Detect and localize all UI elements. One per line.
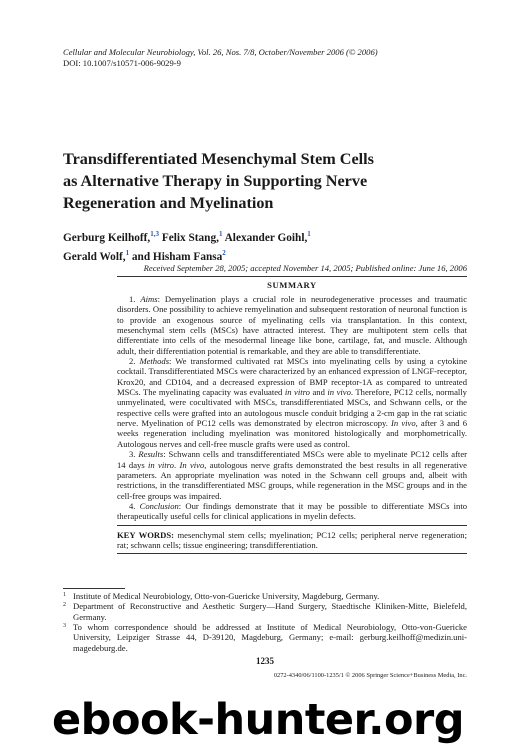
journal-header [63,47,463,69]
paragraph-text: . Therefore, PC12 cells, normally unmyelinated, were cocultivated with MSCs, transdifferentiated MSCs, and Schwann cells, or the respective cells were grafted into an autologous muscle conduit bridging a 2-cm gap in the rat sciatic nerve. Myelination of PC12 cells was demonstrated by electron microscopy. [117,387,467,429]
footnote-rule [63,588,125,589]
footnote-number: 3 [63,623,66,630]
paragraph-text: : Demyelination plays a crucial role in neurodegenerative processes and traumatic disorders. One possibility to achieve remyelination and subsequent restoration of neuronal function is to provide an exogenous source of myelinating cells via transplantation. In this context, mesenchymal stem cells (MSCs) have attracted interest. They are multipotent stem cells that differentiate into cells of the mesodermal lineage like bone, cartilage, fat, and muscle. Although adult, their differentiation potential is remarkable, and they are able to transdifferentiate. [117,294,468,356]
summary-paragraph-conclusion: 4. Conclusion: Our findings demonstrate that it may be possible to differentiate MSCs into therapeutically useful cells for clinical applications in myelin defects. [117,500,468,522]
summary-heading: SUMMARY [267,280,317,290]
footnote-item [63,591,467,601]
paragraph-text: : Schwann cells and transdifferentiated MSCs were able to myelinate PC12 cells after 14 days [117,449,467,470]
paragraph-label: Aims [140,294,158,304]
keywords-block [117,530,467,551]
footnote-item [63,622,467,653]
article-title [63,148,463,214]
author-name: and Hisham Fansa [131,250,223,263]
author-name: Felix Stang, [161,231,219,244]
paragraph-label: Methods [139,356,170,367]
footnote-text: To whom correspondence should be addressed at Institute of Medical Neurobiology, Otto-von-Guericke University, Leipziger Strasse 44, D-39120, Magdeburg, Germany; e-mail: gerburg.keilhoff@medizin.uni-magedeburg.de. [73,622,467,653]
paragraph-italic: In vivo [391,418,416,429]
author-name: Gerburg Keilhoff, [63,231,151,244]
paragraph-italic: in vivo [327,387,351,398]
keywords-bottom-rule [117,553,467,554]
author-list [63,227,463,265]
footnote-number: 1 [63,592,66,598]
affiliation-marker[interactable]: 1 [125,248,130,257]
paragraph-text: , after 3 and 6 weeks regeneration including myelination was monitored histologically and morphometrically. Autologous nerves and cell-free muscle grafts were used as control. [117,418,467,449]
received-dates: Received September 28, 2005; accepted November 14, 2005; Published online: June 16, 2006 [143,263,467,273]
journal-citation: Cellular and Molecular Neurobiology, Vol. 26, Nos. 7/8, October/November 2006 (© 2006) [63,47,378,57]
footnote-text: Department of Reconstructive and Aesthetic Surgery—Hand Surgery, Staedtische Kliniken-Mitte, Bielefeld, Germany. [73,601,467,622]
paragraph-italic: In vivo [179,459,205,470]
paragraph-text: : Our findings demonstrate that it may be possible to differentiate MSCs into therapeutically useful cells for clinical applications in myelin defects. [117,500,468,522]
affiliation-marker[interactable]: 1 [218,230,223,238]
footnote-text: Institute of Medical Neurobiology, Otto-von-Guericke University, Magdeburg, Germany. [73,591,380,601]
summary-body [117,294,467,522]
title-line: Regeneration and Myelination [63,194,274,212]
keywords-text: mesenchymal stem cells; myelination; PC12 cells; peripheral nerve regeneration; rat; schwann cells; tissue engineering; transdifferentiation. [117,530,467,551]
footnotes [63,591,467,653]
summary-paragraph-aims: 1. Aims: Demyelination plays a crucial role in neurodegenerative processes and traumatic disorders. One possibility to achieve remyelination and subsequent restoration of neuronal function is to provide an exogenous source of myelinating cells via transplantation. In this context, mesenchymal stem cells (MSCs) have attracted interest. They are multipotent stem cells that differentiate into cells of the mesodermal lineage like bone, cartilage, fat, and muscle. Although adult, their differentiation potential is remarkable, and they are able to transdifferentiate. [117,294,468,356]
paragraph-text: : We transformed cultivated rat MSCs into myelinating cells by using a cytokine cocktail. Transdifferentiated MSCs were characterized by an enhanced expression of LNGF-receptor, Krox20, and CD104, and a decreased expression of BMP receptor-1A as compared to untreated MSCs. The myelinating capacity was evaluated [117,356,468,398]
paragraph-text: and [309,387,328,398]
title-line: as Alternative Therapy in Supporting Nerve [63,172,368,190]
paragraph-text: . [173,459,180,470]
author-name: Gerald Wolf, [63,250,126,263]
summary-paragraph-methods: 2. Methods: We transformed cultivated rat MSCs into myelinating cells by using a cytokine cocktail. Transdifferentiated MSCs were characterized by an enhanced expression of LNGF-receptor, Krox20, and CD104, and a decreased expression of BMP receptor-1A as compared to untreated MSCs. The myelinating capacity was evaluated in vitro and in vivo. Therefore, PC12 cells, normally unmyelinated, were cocultivated with MSCs, transdifferentiated MSCs, and Schwann cells, or the respective cells were grafted into an autologous muscle conduit bridging a 2-cm gap in the rat sciatic nerve. Myelination of PC12 cells was demonstrated by electron microscopy. In vivo, after 3 and 6 weeks regeneration including myelination was monitored histologically and morphometrically. Autologous nerves and cell-free muscle grafts were used as control. [117,356,468,449]
watermark: ebook-hunter.org [52,695,464,745]
paragraph-label: Results [138,449,164,460]
paragraph-label: Conclusion [139,500,179,511]
affiliation-marker[interactable]: 2 [222,248,226,257]
author-name: Alexander Goihl, [224,231,308,244]
summary-paragraph-results: 3. Results: Schwann cells and transdifferentiated MSCs were able to myelinate PC12 cells after 14 days in vitro. In vivo, autologous nerve grafts demonstrated the best results in all regenerative parameters. An appropriate myelination was noted in the Schwann cell groups and, albeit with restrictions, in the transdifferentiated MSC groups, while regeneration in the MSC groups and in the cell-free groups was impaired. [117,449,467,501]
footnote-item [63,601,467,622]
keywords-top-rule [117,525,467,526]
title-line: Transdifferentiated Mesenchymal Stem Cells [63,150,374,168]
keywords-label: KEY WORDS: [117,530,174,540]
affiliation-marker[interactable]: 1,3 [150,230,159,238]
page-number: 1235 [256,656,274,666]
doi-line: DOI: 10.1007/s10571-006-9029-9 [63,58,181,68]
summary-top-rule [117,276,467,277]
footnote-number: 2 [63,602,66,609]
copyright-line: 0272-4340/06/1100-1235/1 © 2006 Springer Science+Business Media, Inc. [273,672,467,679]
paragraph-text: , autologous nerve grafts demonstrated the best results in all regenerative parameters. An appropriate myelination was noted in the Schwann cell groups and, albeit with restrictions, in the transdifferentiated MSC groups, while regeneration in the MSC groups and in the cell-free groups was impaired. [117,459,467,501]
paragraph-italic: in vitro [148,459,174,470]
paragraph-italic: in vitro [284,387,310,398]
affiliation-marker[interactable]: 1 [307,230,311,238]
